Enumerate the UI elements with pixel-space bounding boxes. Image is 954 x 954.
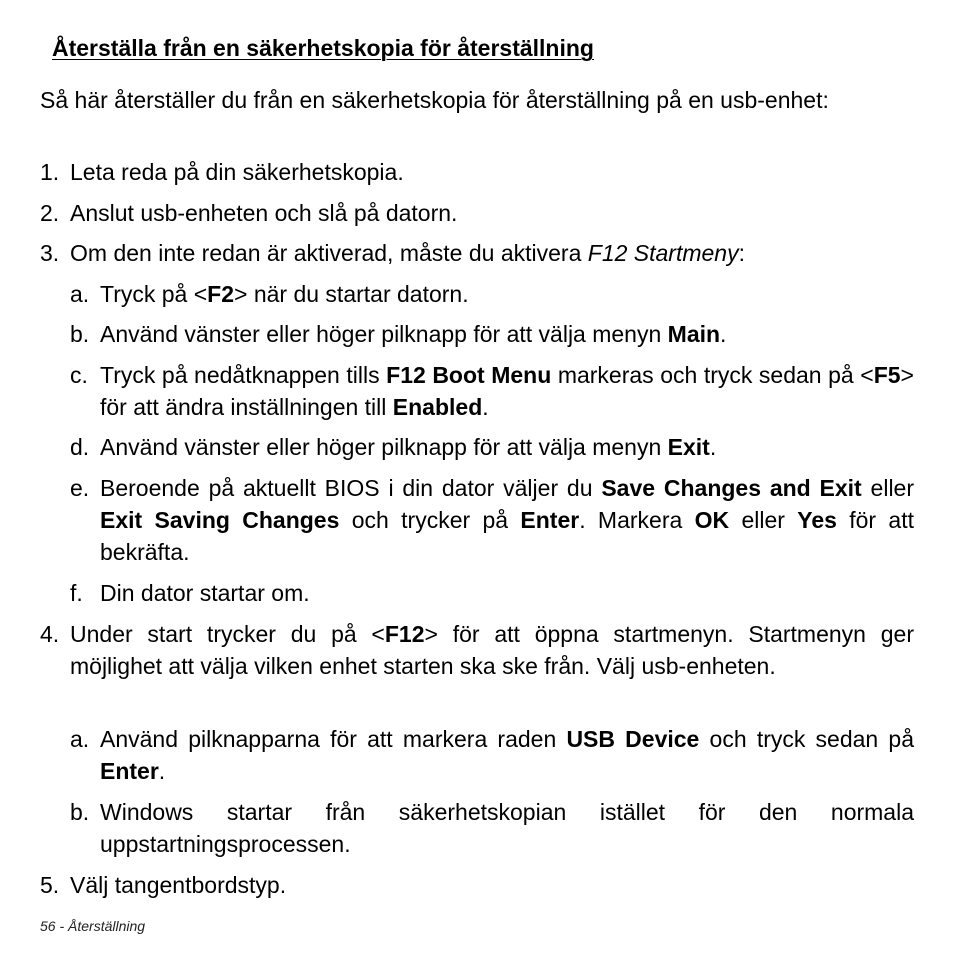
substep-marker: a. xyxy=(70,726,90,752)
step-marker: 2. xyxy=(40,200,60,226)
text-run: markeras och tryck sedan på < xyxy=(551,362,874,388)
bold-run: Exit xyxy=(667,434,710,460)
step-text xyxy=(70,156,914,188)
text-run: > när du startar datorn. xyxy=(234,281,469,307)
substep-text xyxy=(100,472,914,568)
italic-run: F12 Startmeny xyxy=(587,240,739,266)
text-run: . xyxy=(158,758,166,784)
text-run: : xyxy=(738,240,745,266)
bold-run: F12 xyxy=(384,621,425,647)
page-footer: 56 - Återställning xyxy=(40,918,146,934)
text-run: . xyxy=(709,434,717,460)
substep-text xyxy=(100,723,914,787)
step-3 xyxy=(40,237,914,269)
text-run: och tryck sedan på xyxy=(699,726,914,752)
substep-marker: f. xyxy=(70,580,83,606)
substep-3f xyxy=(70,577,914,609)
substep-marker: b. xyxy=(70,321,90,347)
text-run: Om den inte redan är aktiverad, måste du aktivera xyxy=(70,240,588,266)
text-run: eller xyxy=(861,475,915,501)
bold-run: Yes xyxy=(797,507,837,533)
text-run: > för att öppna startmenyn. Startmenyn ger möjlighet att välja vilken enhet starten ska ske från. Välj usb-enheten. xyxy=(70,621,914,679)
bold-run: USB Device xyxy=(566,726,700,752)
step-marker: 5. xyxy=(40,872,60,898)
substep-3a xyxy=(70,278,914,310)
substep-3c xyxy=(70,359,914,423)
substep-marker: a. xyxy=(70,281,90,307)
text-run: Använd pilknapparna för att markera raden xyxy=(100,726,567,752)
bold-run: Enter xyxy=(100,758,159,784)
bold-run: Enabled xyxy=(392,394,483,420)
text-run: . xyxy=(720,321,727,347)
bold-run: OK xyxy=(694,507,730,533)
bold-run: F2 xyxy=(207,281,234,307)
bold-run: Enter xyxy=(520,507,580,533)
text-run: för att bekräfta. xyxy=(100,507,915,565)
step-text xyxy=(70,618,914,682)
step-text xyxy=(70,237,914,269)
bold-run: F12 Boot Menu xyxy=(386,362,552,388)
step-marker: 4. xyxy=(40,621,60,647)
text-run: eller xyxy=(729,507,798,533)
substep-text xyxy=(100,359,914,423)
substep-4b xyxy=(70,796,914,860)
bold-run: Save Changes and Exit xyxy=(601,475,862,501)
substep-4a xyxy=(70,723,914,787)
text-run: Beroende på aktuellt BIOS i din dator väljer du xyxy=(100,475,602,501)
text-run: Anslut usb-enheten och slå på datorn. xyxy=(70,200,458,226)
substep-3e xyxy=(70,472,914,568)
step-4 xyxy=(40,618,914,682)
bold-run: F5 xyxy=(873,362,901,388)
substep-text xyxy=(100,278,914,310)
step-marker: 3. xyxy=(40,240,60,266)
text-run: Windows startar från säkerhetskopian istället för den normala uppstartningsprocessen. xyxy=(100,799,914,857)
substep-text xyxy=(100,796,914,860)
substep-marker: b. xyxy=(70,799,90,825)
text-run: . Markera xyxy=(579,507,695,533)
substep-marker: e. xyxy=(70,475,90,501)
substep-text xyxy=(100,318,914,350)
substep-text xyxy=(100,431,914,463)
text-run: Välj tangentbordstyp. xyxy=(70,872,287,898)
step-1 xyxy=(40,156,914,188)
text-run: och trycker på xyxy=(339,507,521,533)
step-2 xyxy=(40,197,914,229)
text-run: > för att ändra inställningen till xyxy=(100,362,914,420)
bold-run: Exit Saving Changes xyxy=(100,507,340,533)
bold-run: Main xyxy=(667,321,721,347)
substep-text xyxy=(100,577,914,609)
text-run: Använd vänster eller höger pilknapp för att välja menyn xyxy=(100,321,668,347)
substep-marker: c. xyxy=(70,362,88,388)
text-run: Under start trycker du på < xyxy=(70,621,385,647)
text-run: Tryck på < xyxy=(100,281,208,307)
substep-3b xyxy=(70,318,914,350)
step-text xyxy=(70,197,914,229)
step-5 xyxy=(40,869,914,901)
text-run: Använd vänster eller höger pilknapp för att välja menyn xyxy=(100,434,668,460)
section-heading: Återställa från en säkerhetskopia för återställning xyxy=(52,35,594,61)
substep-3d xyxy=(70,431,914,463)
text-run: Tryck på nedåtknappen tills xyxy=(100,362,387,388)
step-text xyxy=(70,869,914,901)
substep-marker: d. xyxy=(70,434,90,460)
intro-paragraph: Så här återställer du från en säkerhetskopia för återställning på en usb-enhet: xyxy=(40,87,829,113)
text-run: Din dator startar om. xyxy=(100,580,310,606)
text-run: . xyxy=(482,394,489,420)
step-marker: 1. xyxy=(40,159,60,185)
text-run: Leta reda på din säkerhetskopia. xyxy=(70,159,404,185)
